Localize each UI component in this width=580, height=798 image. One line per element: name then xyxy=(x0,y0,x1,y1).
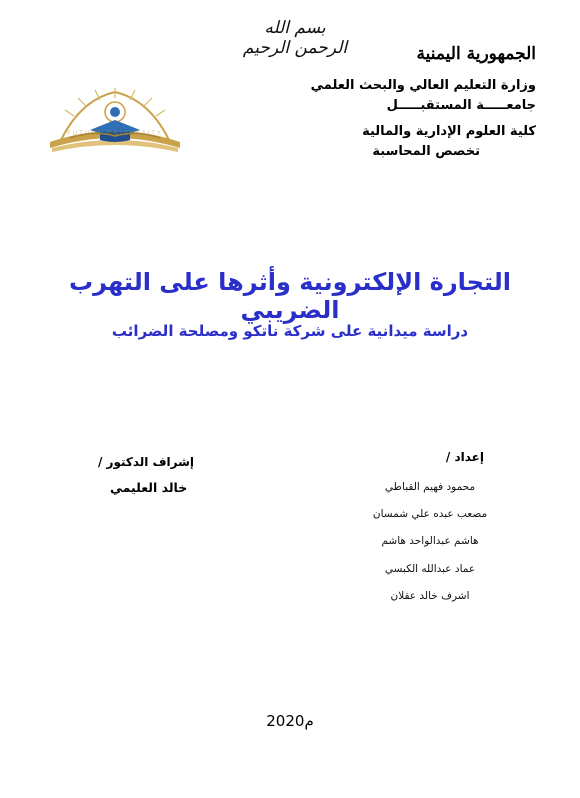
supervisor-label: إشراف الدكتور / xyxy=(98,455,195,469)
basmala-calligraphy: بسم الله الرحمن الرحيم xyxy=(242,18,348,58)
author-name: محمود فهيم القباطي xyxy=(384,481,476,493)
author-name: هاشم عبدالواحد هاشم xyxy=(381,535,479,547)
document-subtitle: دراسة ميدانية على شركة ناتكو ومصلحة الضرائب xyxy=(111,322,469,340)
ministry-name: وزارة التعليم العالي والبحث العلمي xyxy=(310,78,536,93)
university-logo xyxy=(40,80,190,160)
logo-emblem-icon xyxy=(40,80,190,160)
year: 2020م xyxy=(266,712,314,730)
prepared-by-label: إعداد / xyxy=(445,450,484,464)
republic-name: الجمهورية اليمنية xyxy=(416,44,536,64)
author-name: مصعب عبده علي شمسان xyxy=(372,508,488,520)
supervisor-name: خالد العليمي xyxy=(110,480,188,495)
logo-text: FUTURE UNIVERSITY xyxy=(67,130,163,137)
author-name: اشرف خالد عقلان xyxy=(390,590,470,602)
specialization-name: تخصص المحاسبة xyxy=(372,144,480,159)
university-name: جامعـــــة المستقبـــــل xyxy=(386,98,536,113)
document-title: التجارة الإلكترونية وأثرها على التهرب الضريبي xyxy=(69,268,511,324)
college-name: كلية العلوم الإدارية والمالية xyxy=(362,124,536,139)
author-name: عماد عبدالله الكبسي xyxy=(384,563,476,575)
